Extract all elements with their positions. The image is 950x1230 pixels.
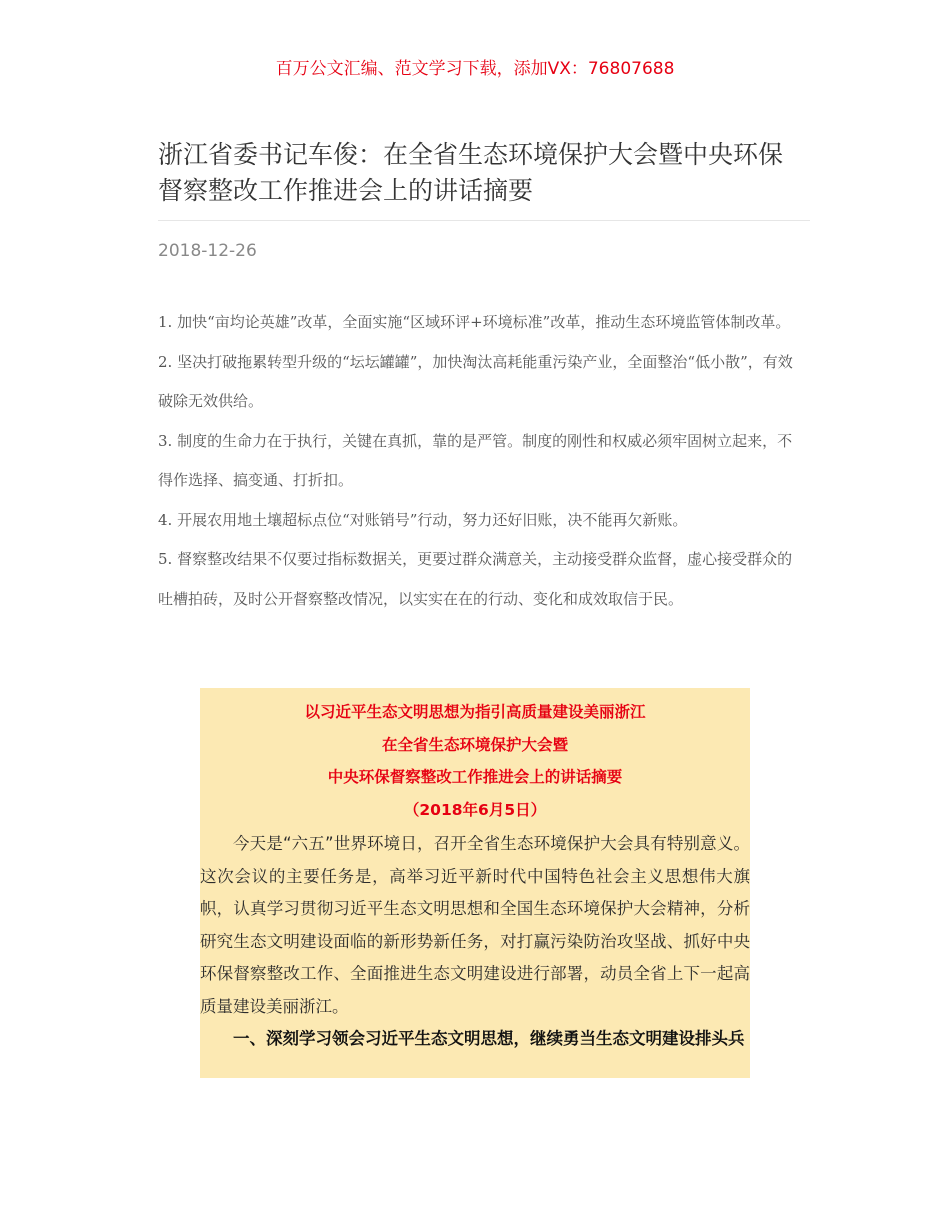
key-points-list [158,303,798,619]
speech-excerpt-image [200,688,750,1078]
excerpt-intro-paragraph: 今天是“六五”世界环境日，召开全省生态环境保护大会具有特别意义。这次会议的主要任务是，高举习近平新时代中国特色社会主义思想伟大旗帜，认真学习贯彻习近平生态文明思想和全国生态环境保护大会精神，分析研究生态文明建设面临的新形势新任务，对打赢污染防治攻坚战、抓好中央环保督察整改工作、全面推进生态文明建设进行部署，动员全省上下一起高质量建设美丽浙江。 [200,834,750,1016]
excerpt-section-title: 一、深刻学习领会习近平生态文明思想，继续勇当生态文明建设排头兵 [233,1029,745,1048]
excerpt-heading-line: 以习近平生态文明思想为指引高质量建设美丽浙江 [304,703,646,721]
excerpt-heading-line: 中央环保督察整改工作推进会上的讲话摘要 [327,768,623,786]
key-point-item: 2. 坚决打破拖累转型升级的“坛坛罐罐”，加快淘汰高耗能重污染产业，全面整治“低小散”，有效破除无效供给。 [158,352,793,410]
excerpt-date-line: （2018年6月5日） [403,800,547,819]
key-point-item: 5. 督察整改结果不仅要过指标数据关，更要过群众满意关，主动接受群众监督，虚心接受群众的吐槽拍砖，及时公开督察整改情况，以实实在在的行动、变化和成效取信于民。 [158,550,793,608]
article-title: 浙江省委书记车俊：在全省生态环境保护大会暨中央环保督察整改工作推进会上的讲话摘要 [158,140,784,205]
excerpt-heading-line: 在全省生态环境保护大会暨 [381,735,568,754]
key-point-item: 3. 制度的生命力在于执行，关键在真抓，靠的是严管。制度的刚性和权威必须牢固树立起来，不得作选择、搞变通、打折扣。 [158,431,793,489]
publish-date: 2018-12-26 [158,241,257,261]
title-divider [158,220,810,221]
key-point-item: 1. 加快“亩均论英雄”改革，全面实施“区域环评+环境标准”改革，推动生态环境监管体制改革。 [158,313,791,331]
promo-banner: 百万公文汇编、范文学习下载，添加VX：76807688 [275,59,675,79]
key-point-item: 4. 开展农用地土壤超标点位“对账销号”行动，努力还好旧账，决不能再欠新账。 [158,510,688,529]
